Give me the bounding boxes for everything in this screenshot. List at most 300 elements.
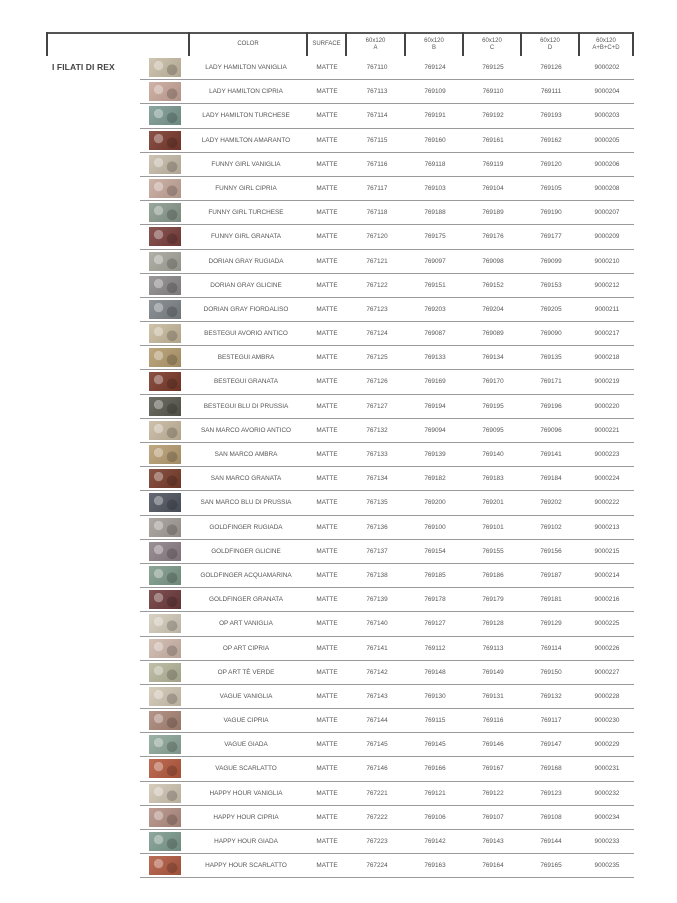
header-col-b-code: B <box>431 45 436 51</box>
code-c-cell: 769119 <box>482 160 504 168</box>
code-d-cell: 769135 <box>540 354 562 362</box>
header-col-a <box>347 34 404 56</box>
code-d-cell: 769156 <box>540 547 562 555</box>
surface-cell: MATTE <box>316 426 338 434</box>
code-set-cell: 9000226 <box>594 644 620 652</box>
table-header <box>48 32 634 56</box>
code-b-cell: 769160 <box>424 136 446 144</box>
code-c-cell: 769146 <box>482 741 504 749</box>
table-row <box>140 516 634 540</box>
surface-cell: MATTE <box>316 257 338 265</box>
table-row <box>140 854 634 878</box>
surface-cell: MATTE <box>316 305 338 313</box>
color-name-cell: OP ART VANIGLIA <box>219 620 273 628</box>
tile-swatch <box>149 252 181 271</box>
tile-swatch <box>149 300 181 319</box>
color-name-cell: FUNNY GIRL TURCHESE <box>208 209 284 217</box>
header-color-label: COLOR <box>237 41 259 48</box>
code-set-cell: 9000218 <box>594 354 620 362</box>
code-d-cell: 769177 <box>540 233 562 241</box>
code-c-cell: 769167 <box>482 765 504 773</box>
code-b-cell: 769109 <box>424 88 446 96</box>
code-set-cell: 9000235 <box>594 862 620 870</box>
header-surface-label: SURFACE <box>312 41 341 48</box>
code-c-cell: 769131 <box>482 692 504 700</box>
header-col-d <box>522 34 578 56</box>
color-name-cell: GOLDFINGER ACQUAMARINA <box>200 571 292 579</box>
surface-cell: MATTE <box>316 499 338 507</box>
header-col-d-code: D <box>547 45 553 51</box>
tile-swatch <box>149 397 181 416</box>
header-col-a-size: 60x120 <box>365 37 386 44</box>
tile-swatch <box>149 542 181 561</box>
code-c-cell: 769104 <box>482 184 504 192</box>
table-row <box>140 564 634 588</box>
header-col-b <box>406 34 462 56</box>
code-a-cell: 767138 <box>366 571 388 579</box>
code-set-cell: 9000222 <box>594 499 620 507</box>
code-a-cell: 767222 <box>366 813 388 821</box>
code-c-cell: 769189 <box>482 209 504 217</box>
table-row <box>140 782 634 806</box>
code-c-cell: 769110 <box>482 88 504 96</box>
code-set-cell: 9000232 <box>594 789 620 797</box>
color-name-cell: VAGUE VANIGLIA <box>219 692 273 700</box>
table-row <box>140 757 634 781</box>
tile-swatch <box>149 421 181 440</box>
code-set-cell: 9000207 <box>594 209 620 217</box>
color-name-cell: LADY HAMILTON AMARANTO <box>201 136 291 144</box>
code-set-cell: 9000211 <box>594 305 620 313</box>
surface-cell: MATTE <box>316 354 338 362</box>
code-set-cell: 9000208 <box>594 184 620 192</box>
code-set-cell: 9000229 <box>594 741 620 749</box>
code-c-cell: 769128 <box>482 620 504 628</box>
code-c-cell: 769113 <box>482 644 504 652</box>
code-c-cell: 769125 <box>482 64 504 71</box>
code-d-cell: 769141 <box>540 451 562 458</box>
table-row <box>140 419 634 443</box>
code-set-cell: 9000231 <box>594 765 620 773</box>
code-c-cell: 769164 <box>482 862 504 870</box>
code-d-cell: 769184 <box>540 475 562 483</box>
header-col-c-size: 60x120 <box>482 37 502 44</box>
surface-cell: MATTE <box>316 330 338 338</box>
color-name-cell: SAN MARCO AVORIO ANTICO <box>200 426 292 434</box>
surface-cell: MATTE <box>316 571 338 579</box>
tile-swatch <box>149 614 181 633</box>
code-b-cell: 769112 <box>424 644 446 652</box>
tile-swatch <box>149 348 181 367</box>
tile-swatch <box>149 735 181 754</box>
code-a-cell: 767114 <box>366 112 388 120</box>
table-row <box>140 733 634 757</box>
code-set-cell: 9000212 <box>594 281 620 289</box>
header-divider <box>46 32 48 56</box>
code-c-cell: 769204 <box>482 305 504 313</box>
code-b-cell: 769097 <box>424 257 446 265</box>
color-name-cell: SAN MARCO GRANATA <box>210 475 282 483</box>
code-b-cell: 769191 <box>424 112 446 120</box>
code-set-cell: 9000220 <box>594 402 620 410</box>
color-name-cell: OP ART TÈ VERDE <box>217 668 275 676</box>
code-set-cell: 9000217 <box>594 330 620 338</box>
code-b-cell: 769087 <box>424 330 446 338</box>
color-name-cell: FUNNY GIRL VANIGLIA <box>211 160 281 168</box>
color-name-cell: BESTEGUI BLU DI PRUSSIA <box>203 402 289 410</box>
code-b-cell: 769127 <box>424 620 446 628</box>
color-name-cell: LADY HAMILTON TURCHESE <box>202 112 290 120</box>
code-c-cell: 769170 <box>482 378 504 386</box>
code-d-cell: 769102 <box>540 523 562 531</box>
tile-swatch <box>149 324 181 343</box>
code-d-cell: 769132 <box>540 692 562 700</box>
code-a-cell: 767221 <box>366 789 388 797</box>
table-row <box>140 443 634 467</box>
header-surface <box>308 34 345 56</box>
code-c-cell: 769122 <box>482 789 504 797</box>
code-b-cell: 769151 <box>424 281 446 289</box>
color-name-cell: VAGUE GIADA <box>224 741 268 749</box>
table-row <box>140 129 634 153</box>
header-col-set-size: 60x120 <box>596 37 616 44</box>
surface-cell: MATTE <box>316 668 338 676</box>
color-name-cell: BESTEGUI AMBRA <box>217 354 275 362</box>
header-col-set <box>580 34 632 56</box>
code-d-cell: 769187 <box>540 571 562 579</box>
code-a-cell: 767142 <box>366 668 388 676</box>
table-row <box>140 370 634 394</box>
color-name-cell: BESTEGUI GRANATA <box>213 378 279 386</box>
tile-swatch <box>149 372 181 391</box>
code-d-cell: 769123 <box>540 789 562 797</box>
tile-swatch <box>149 276 181 295</box>
table-row <box>140 104 634 128</box>
code-b-cell: 769163 <box>424 862 446 870</box>
code-a-cell: 767146 <box>366 765 388 773</box>
code-c-cell: 769149 <box>482 668 504 676</box>
tile-swatch <box>149 759 181 778</box>
code-b-cell: 769188 <box>424 209 446 217</box>
code-d-cell: 769144 <box>540 838 562 845</box>
code-set-cell: 9000216 <box>594 596 620 604</box>
tile-swatch <box>149 155 181 174</box>
table-row <box>140 395 634 419</box>
surface-cell: MATTE <box>316 233 338 241</box>
table-row <box>140 709 634 733</box>
tile-swatch <box>149 518 181 537</box>
color-name-cell: HAPPY HOUR GIADA <box>214 838 278 845</box>
code-a-cell: 767143 <box>366 692 388 700</box>
surface-cell: MATTE <box>316 209 338 217</box>
code-c-cell: 769176 <box>482 233 504 241</box>
surface-cell: MATTE <box>316 475 338 483</box>
code-d-cell: 769181 <box>540 596 562 604</box>
code-b-cell: 769118 <box>424 160 446 168</box>
code-a-cell: 767124 <box>366 330 388 338</box>
code-d-cell: 769147 <box>540 741 562 749</box>
code-a-cell: 767115 <box>366 136 388 144</box>
code-set-cell: 9000203 <box>594 112 620 120</box>
code-a-cell: 767125 <box>366 354 388 362</box>
code-b-cell: 769178 <box>424 596 446 604</box>
code-c-cell: 769101 <box>482 523 504 531</box>
surface-cell: MATTE <box>316 547 338 555</box>
table-row <box>140 346 634 370</box>
tile-swatch <box>149 493 181 512</box>
code-c-cell: 769152 <box>482 281 504 289</box>
code-b-cell: 769142 <box>424 838 446 845</box>
surface-cell: MATTE <box>316 112 338 120</box>
surface-cell: MATTE <box>316 64 338 71</box>
code-d-cell: 769099 <box>540 257 562 265</box>
color-name-cell: DORIAN GRAY GLICINE <box>210 281 282 289</box>
code-set-cell: 9000210 <box>594 257 620 265</box>
code-a-cell: 767224 <box>366 862 388 870</box>
surface-cell: MATTE <box>316 596 338 604</box>
code-d-cell: 769129 <box>540 620 562 628</box>
code-a-cell: 767117 <box>366 184 388 192</box>
code-b-cell: 769133 <box>424 354 446 362</box>
code-d-cell: 769150 <box>540 668 562 676</box>
color-name-cell: GOLDFINGER RUGIADA <box>209 523 283 531</box>
code-set-cell: 9000213 <box>594 523 620 531</box>
code-b-cell: 769200 <box>424 499 446 507</box>
code-d-cell: 769126 <box>540 64 562 71</box>
code-d-cell: 769111 <box>540 88 562 96</box>
code-c-cell: 769183 <box>482 475 504 483</box>
color-name-cell: VAGUE SCARLATTO <box>215 765 277 773</box>
section-label: I FILATI DI REX <box>52 62 115 72</box>
code-a-cell: 767127 <box>366 402 388 410</box>
surface-cell: MATTE <box>316 789 338 797</box>
code-a-cell: 767137 <box>366 547 388 555</box>
code-d-cell: 769090 <box>540 330 562 338</box>
table-row <box>140 685 634 709</box>
code-set-cell: 9000223 <box>594 451 620 458</box>
code-set-cell: 9000219 <box>594 378 620 386</box>
table-row <box>140 491 634 515</box>
tile-swatch <box>149 784 181 803</box>
code-a-cell: 767135 <box>366 499 388 507</box>
code-set-cell: 9000227 <box>594 668 620 676</box>
table-row <box>140 612 634 636</box>
code-a-cell: 767118 <box>366 209 388 217</box>
color-name-cell: SAN MARCO AMBRA <box>214 451 278 458</box>
tile-swatch <box>149 58 181 77</box>
code-a-cell: 767122 <box>366 281 388 289</box>
code-set-cell: 9000233 <box>594 838 620 845</box>
surface-cell: MATTE <box>316 692 338 700</box>
code-b-cell: 769185 <box>424 571 446 579</box>
code-d-cell: 769196 <box>540 402 562 410</box>
table-row <box>140 225 634 249</box>
code-d-cell: 769117 <box>540 717 562 725</box>
surface-cell: MATTE <box>316 451 338 458</box>
color-name-cell: GOLDFINGER GRANATA <box>209 596 283 604</box>
code-b-cell: 769139 <box>424 451 446 458</box>
color-name-cell: LADY HAMILTON VANIGLIA <box>205 64 287 71</box>
table-row <box>140 201 634 225</box>
code-b-cell: 769175 <box>424 233 446 241</box>
code-set-cell: 9000206 <box>594 160 620 168</box>
code-a-cell: 767134 <box>366 475 388 483</box>
code-a-cell: 767110 <box>366 64 388 71</box>
header-col-c <box>464 34 520 56</box>
code-c-cell: 769143 <box>482 838 504 845</box>
code-d-cell: 769165 <box>540 862 562 870</box>
table-row <box>140 588 634 612</box>
code-d-cell: 769108 <box>540 813 562 821</box>
code-d-cell: 769205 <box>540 305 562 313</box>
table-row <box>140 80 634 104</box>
table-row <box>140 274 634 298</box>
code-set-cell: 9000224 <box>594 475 620 483</box>
header-col-c-code: C <box>489 45 495 51</box>
code-d-cell: 769096 <box>540 426 562 434</box>
color-name-cell: DORIAN GRAY FIORDALISO <box>203 305 289 313</box>
surface-cell: MATTE <box>316 378 338 386</box>
table-row <box>140 830 634 854</box>
tile-swatch <box>149 469 181 488</box>
surface-cell: MATTE <box>316 741 338 749</box>
color-name-cell: DORIAN GRAY RUGIADA <box>208 257 284 265</box>
code-a-cell: 767113 <box>366 88 388 96</box>
code-d-cell: 769162 <box>540 136 562 144</box>
code-c-cell: 769107 <box>482 813 504 821</box>
table-row <box>140 153 634 177</box>
table-row <box>140 637 634 661</box>
code-a-cell: 767140 <box>366 620 388 628</box>
code-d-cell: 769168 <box>540 765 562 773</box>
color-name-cell: FUNNY GIRL CIPRIA <box>215 184 277 192</box>
code-b-cell: 769121 <box>424 789 446 797</box>
code-set-cell: 9000221 <box>594 426 620 434</box>
code-b-cell: 769203 <box>424 305 446 313</box>
color-name-cell: OP ART CIPRIA <box>222 644 270 652</box>
code-d-cell: 769105 <box>540 184 562 192</box>
tile-swatch <box>149 832 181 851</box>
code-c-cell: 769098 <box>482 257 504 265</box>
code-a-cell: 767223 <box>366 838 388 845</box>
code-b-cell: 769169 <box>424 378 446 386</box>
surface-cell: MATTE <box>316 281 338 289</box>
code-a-cell: 767136 <box>366 523 388 531</box>
surface-cell: MATTE <box>316 523 338 531</box>
product-table <box>140 56 634 878</box>
code-b-cell: 769130 <box>424 692 446 700</box>
code-set-cell: 9000209 <box>594 233 620 241</box>
tile-swatch <box>149 590 181 609</box>
color-name-cell: HAPPY HOUR SCARLATTO <box>205 862 287 870</box>
tile-swatch <box>149 203 181 222</box>
table-row <box>140 177 634 201</box>
code-a-cell: 767132 <box>366 426 388 434</box>
code-b-cell: 769154 <box>424 547 446 555</box>
color-name-cell: HAPPY HOUR VANIGLIA <box>209 789 283 797</box>
code-set-cell: 9000204 <box>594 88 620 96</box>
code-set-cell: 9000202 <box>594 64 620 71</box>
code-c-cell: 769089 <box>482 330 504 338</box>
tile-swatch <box>149 227 181 246</box>
code-b-cell: 769166 <box>424 765 446 773</box>
code-d-cell: 769193 <box>540 112 562 120</box>
code-set-cell: 9000205 <box>594 136 620 144</box>
code-b-cell: 769100 <box>424 523 446 531</box>
tile-swatch <box>149 566 181 585</box>
color-name-cell: GOLDFINGER GLICINE <box>211 547 281 555</box>
code-b-cell: 769194 <box>424 402 446 410</box>
tile-swatch <box>149 131 181 150</box>
tile-swatch <box>149 445 181 464</box>
color-name-cell: BESTEGUI AVORIO ANTICO <box>204 330 288 338</box>
table-row <box>140 322 634 346</box>
surface-cell: MATTE <box>316 136 338 144</box>
code-d-cell: 769171 <box>540 378 562 386</box>
tile-swatch <box>149 106 181 125</box>
code-a-cell: 767139 <box>366 596 388 604</box>
code-c-cell: 769179 <box>482 596 504 604</box>
surface-cell: MATTE <box>316 160 338 168</box>
color-name-cell: FUNNY GIRL GRANATA <box>210 233 282 241</box>
tile-swatch <box>149 687 181 706</box>
table-row <box>140 250 634 274</box>
code-c-cell: 769134 <box>482 354 504 362</box>
code-b-cell: 769145 <box>424 741 446 749</box>
code-c-cell: 769155 <box>482 547 504 555</box>
table-row <box>140 56 634 80</box>
surface-cell: MATTE <box>316 644 338 652</box>
code-b-cell: 769094 <box>424 426 446 434</box>
code-a-cell: 767126 <box>366 378 388 386</box>
surface-cell: MATTE <box>316 765 338 773</box>
code-set-cell: 9000230 <box>594 717 620 725</box>
surface-cell: MATTE <box>316 838 338 845</box>
code-b-cell: 769115 <box>424 717 446 725</box>
table-row <box>140 806 634 830</box>
code-a-cell: 767121 <box>366 257 388 265</box>
table-row <box>140 467 634 491</box>
code-d-cell: 769190 <box>540 209 562 217</box>
surface-cell: MATTE <box>316 402 338 410</box>
code-c-cell: 769116 <box>482 717 504 725</box>
tile-swatch <box>149 856 181 875</box>
code-a-cell: 767120 <box>366 233 388 241</box>
code-a-cell: 767133 <box>366 451 388 458</box>
code-d-cell: 769153 <box>540 281 562 289</box>
code-b-cell: 769182 <box>424 475 446 483</box>
code-a-cell: 767116 <box>366 160 388 168</box>
code-c-cell: 769095 <box>482 426 504 434</box>
color-name-cell: VAGUE CIPRIA <box>223 717 269 725</box>
code-b-cell: 769103 <box>424 184 446 192</box>
code-c-cell: 769161 <box>482 136 504 144</box>
surface-cell: MATTE <box>316 184 338 192</box>
tile-swatch <box>149 711 181 730</box>
code-d-cell: 769202 <box>540 499 562 507</box>
code-set-cell: 9000214 <box>594 571 620 579</box>
header-col-a-code: A <box>373 45 378 51</box>
color-name-cell: HAPPY HOUR CIPRIA <box>213 813 279 821</box>
code-d-cell: 769114 <box>540 644 562 652</box>
code-b-cell: 769148 <box>424 668 446 676</box>
surface-cell: MATTE <box>316 717 338 725</box>
code-set-cell: 9000228 <box>594 692 620 700</box>
header-divider <box>632 32 634 56</box>
tile-swatch <box>149 808 181 827</box>
surface-cell: MATTE <box>316 813 338 821</box>
code-c-cell: 769195 <box>482 402 504 410</box>
